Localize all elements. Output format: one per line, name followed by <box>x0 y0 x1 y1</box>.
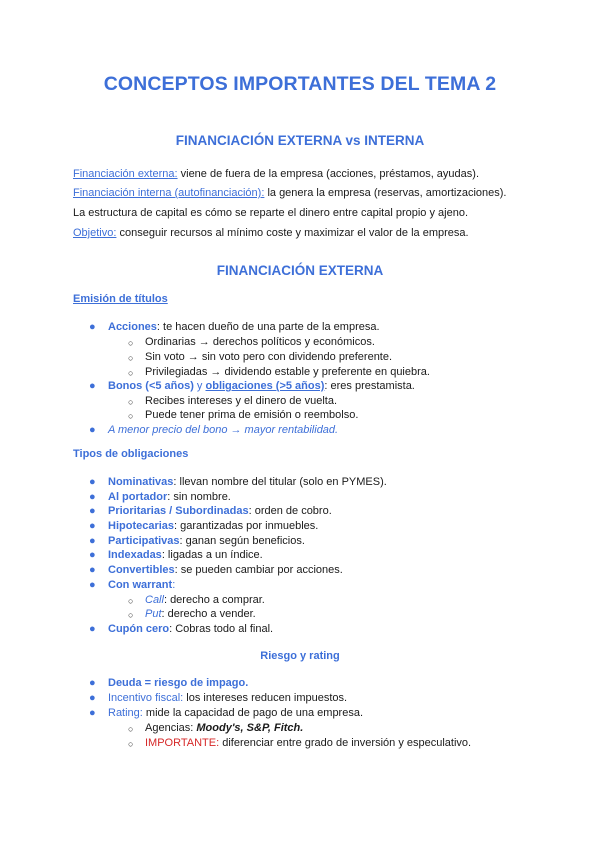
list-item <box>108 475 387 489</box>
circle-bullet-icon: ○ <box>128 739 134 749</box>
item-text: los intereses reducen impuestos. <box>183 692 348 704</box>
item-label: Call <box>145 594 164 606</box>
item-text: : se pueden cambiar por acciones. <box>174 564 343 576</box>
bullet-icon: ● <box>89 321 96 333</box>
item-text: : Cobras todo al final. <box>169 623 274 635</box>
bullet-icon: ● <box>89 476 96 488</box>
circle-bullet-icon: ○ <box>128 610 134 620</box>
subheading-riesgo: Riesgo y rating <box>260 650 340 662</box>
item-text: : ligadas a un índice. <box>161 549 263 561</box>
bullet-icon: ● <box>89 549 96 561</box>
list-subitem <box>145 721 303 735</box>
list-subitem <box>145 593 265 607</box>
bullet-icon: ● <box>89 491 96 503</box>
item-text: diferenciar entre grado de inversión y especulativo. <box>219 737 472 749</box>
bullet-icon: ● <box>89 707 96 719</box>
subheading-tipos: Tipos de obligaciones <box>73 448 189 460</box>
item-connector: y <box>193 380 206 392</box>
section-heading-externa-vs-interna: FINANCIACIÓN EXTERNA vs INTERNA <box>175 133 425 148</box>
list-item <box>108 622 273 636</box>
item-text: Moody's, S&P, Fitch. <box>196 722 304 734</box>
item-text: : te hacen dueño de una parte de la empresa. <box>156 321 380 333</box>
list-item <box>108 548 263 562</box>
list-item <box>108 534 305 548</box>
item-text: : <box>172 579 176 591</box>
definition-text: viene de fuera de la empresa (acciones, préstamos, ayudas). <box>177 168 479 180</box>
circle-bullet-icon: ○ <box>128 368 134 378</box>
term-financiacion-externa: Financiación externa: <box>73 168 178 180</box>
term-objetivo: Objetivo: <box>73 227 117 239</box>
item-label: Convertibles <box>108 564 175 576</box>
circle-bullet-icon: ○ <box>128 338 134 348</box>
list-item <box>108 676 248 690</box>
definition-text: conseguir recursos al mínimo coste y maximizar el valor de la empresa. <box>116 227 469 239</box>
list-subitem: Sin voto → sin voto pero con dividendo preferente. <box>145 351 393 363</box>
bullet-icon: ● <box>89 380 96 392</box>
item-text: : sin nombre. <box>167 491 231 503</box>
bullet-icon: ● <box>89 623 96 635</box>
circle-bullet-icon: ○ <box>128 411 134 421</box>
list-subitem: Recibes intereses y el dinero de vuelta. <box>145 395 337 407</box>
item-label: Participativas <box>108 535 180 547</box>
item-text: : derecho a vender. <box>161 608 256 620</box>
item-label: Al portador <box>108 491 168 503</box>
item-text: mide la capacidad de pago de una empresa. <box>142 707 364 719</box>
item-label: Bonos (<5 años) <box>108 380 194 392</box>
circle-bullet-icon: ○ <box>128 397 134 407</box>
bullet-icon: ● <box>89 677 96 689</box>
item-text: : llevan nombre del titular (solo en PYMES). <box>173 476 387 488</box>
list-item <box>108 691 347 705</box>
list-subitem <box>145 736 471 750</box>
definition-text: La estructura de capital es cómo se reparte el dinero entre capital propio y ajeno. <box>73 207 469 219</box>
item-label: Put <box>145 608 162 620</box>
list-subitem: Privilegiadas → dividendo estable y preferente en quiebra. <box>145 366 430 378</box>
item-label: Acciones <box>108 321 157 333</box>
bullet-icon: ● <box>89 505 96 517</box>
item-label: Deuda = riesgo de impago. <box>108 677 249 689</box>
definition-line <box>73 186 507 200</box>
list-subitem: Puede tener prima de emisión o reembolso. <box>145 409 359 421</box>
circle-bullet-icon: ○ <box>128 596 134 606</box>
list-item-note: A menor precio del bono → mayor rentabilidad. <box>108 424 339 436</box>
item-label: Indexadas <box>108 549 162 561</box>
list-item <box>108 504 332 518</box>
bullet-icon: ● <box>89 424 96 436</box>
list-subitem: Ordinarias → derechos políticos y económicos. <box>145 336 375 348</box>
list-item <box>108 519 318 533</box>
item-text: : derecho a comprar. <box>163 594 265 606</box>
page-title: CONCEPTOS IMPORTANTES DEL TEMA 2 <box>103 73 497 95</box>
item-label: IMPORTANTE: <box>145 737 220 749</box>
list-subitem <box>145 607 256 621</box>
term-financiacion-interna: Financiación interna (autofinanciación): <box>73 187 265 199</box>
bullet-icon: ● <box>89 564 96 576</box>
item-label: Incentivo fiscal: <box>108 692 184 704</box>
item-text: : garantizadas por inmuebles. <box>174 520 319 532</box>
item-label: Nominativas <box>108 476 174 488</box>
item-label: Rating: <box>108 707 143 719</box>
item-text: : ganan según beneficios. <box>179 535 305 547</box>
list-item <box>108 490 231 504</box>
list-item <box>108 563 343 577</box>
definition-line <box>73 226 469 240</box>
item-text: : eres prestamista. <box>324 380 415 392</box>
subheading-emision: Emisión de títulos <box>73 293 168 305</box>
circle-bullet-icon: ○ <box>128 724 134 734</box>
item-text: : orden de cobro. <box>248 505 332 517</box>
definition-line <box>73 167 479 181</box>
item-label: obligaciones (>5 años) <box>205 380 325 392</box>
list-item <box>108 320 380 334</box>
item-label: Con warrant <box>108 579 173 591</box>
item-label: Agencias: <box>145 722 197 734</box>
list-item <box>108 578 175 592</box>
bullet-icon: ● <box>89 692 96 704</box>
item-label: Prioritarias / Subordinadas <box>108 505 249 517</box>
list-item <box>108 379 415 393</box>
bullet-icon: ● <box>89 520 96 532</box>
definition-text: la genera la empresa (reservas, amortizaciones). <box>264 187 507 199</box>
item-label: Cupón cero <box>108 623 170 635</box>
item-label: Hipotecarias <box>108 520 175 532</box>
definition-line <box>73 206 468 220</box>
circle-bullet-icon: ○ <box>128 353 134 363</box>
bullet-icon: ● <box>89 579 96 591</box>
list-item <box>108 706 363 720</box>
bullet-icon: ● <box>89 535 96 547</box>
section-heading-externa: FINANCIACIÓN EXTERNA <box>216 263 384 278</box>
